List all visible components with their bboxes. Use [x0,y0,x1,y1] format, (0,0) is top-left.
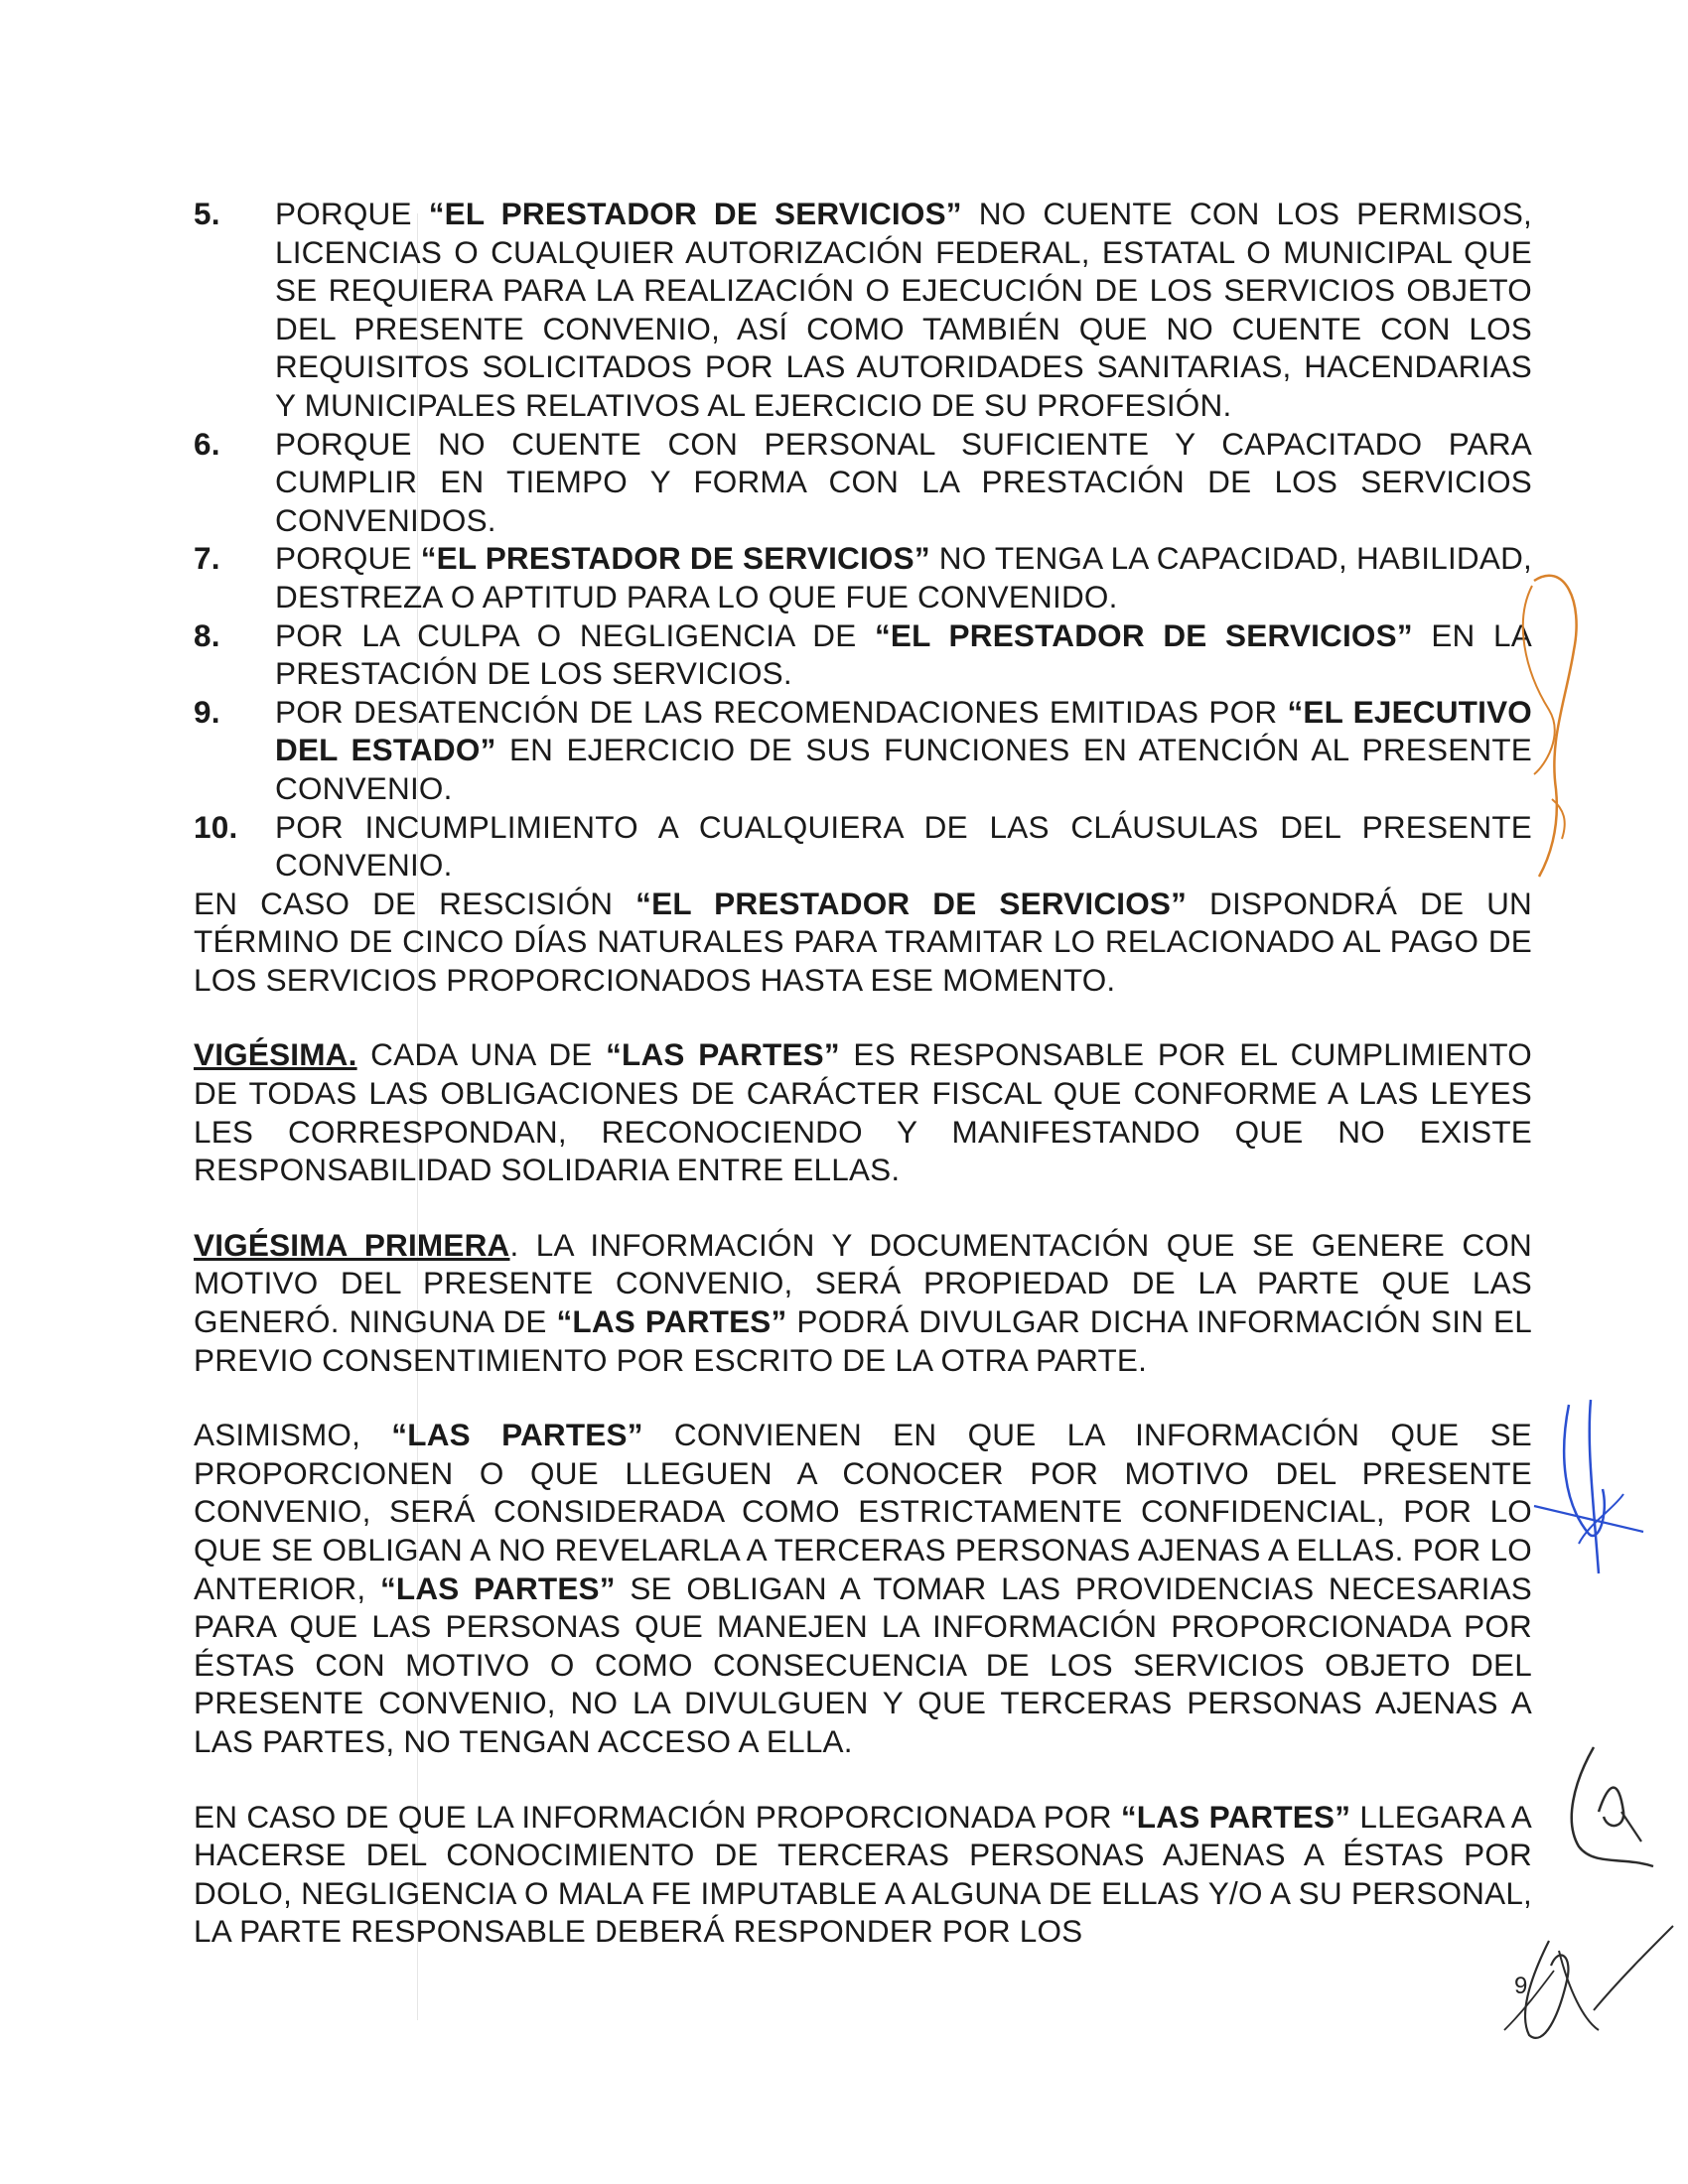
document-body [194,195,1532,1951]
text-run: ES RESPONSABLE POR EL CUMPLIMIENTO DE TODAS LAS OBLIGACIONES DE CARÁCTER FISCAL QUE CONFORME A LAS LEYES LES CORRESPONDAN, RECONOCIENDO Y MANIFESTANDO QUE NO EXISTE RESPONSABILIDAD SOLIDARIA ENTRE ELLAS. [194,1036,1532,1188]
text-run: EN CASO DE RESCISIÓN [194,885,636,921]
text-run: EN EJERCICIO DE SUS FUNCIONES EN ATENCIÓN AL PRESENTE CONVENIO. [275,732,1532,806]
text-run: PORQUE [275,196,429,231]
rescission-paragraph [194,885,1532,1000]
text-run: POR INCUMPLIMIENTO A CUALQUIERA DE LAS CLÁUSULAS DEL PRESENTE CONVENIO. [275,808,1532,884]
text-run: ASIMISMO, [194,1417,392,1453]
list-item-number: 10. [194,808,238,845]
bold-term: “LAS PARTES” [556,1303,787,1340]
text-run: SE OBLIGAN A TOMAR LAS PROVIDENCIAS NECESARIAS PARA QUE LAS PERSONAS QUE MANEJEN LA INFORMACIÓN PROPORCIONADA POR ÉSTAS CON MOTIVO O COMO CONSECUENCIA DE LOS SERVICIOS OBJETO DEL PRESENTE CONVENIO, NO LA DIVULGUEN Y QUE TERCERAS PERSONAS AJENAS A LAS PARTES, NO TENGAN ACCESO A ELLA. [194,1570,1532,1759]
bold-term: “LAS PARTES” [391,1417,643,1453]
liability-paragraph [194,1798,1532,1951]
list-item [194,616,1532,693]
bold-term: “LAS PARTES” [1120,1798,1351,1835]
list-item-number: 5. [194,196,220,231]
orange-initial-signature [1494,561,1594,888]
list-item-number: 8. [194,616,220,653]
list-item [194,539,1532,615]
list-item [194,693,1532,808]
list-item-number: 9. [194,693,220,730]
text-run: EN CASO DE QUE LA INFORMACIÓN PROPORCIONADA POR [194,1798,1121,1835]
text-run: CONVIENEN EN QUE LA INFORMACIÓN QUE SE PROPORCIONEN O QUE LLEGUEN A CONOCER POR MOTIVO DEL PRESENTE CONVENIO, SERÁ CONSIDERADA COMO ESTRICTAMENTE CONFIDENCIAL, POR LO QUE SE OBLIGAN A NO REVELARLA A TERCERAS PERSONAS AJENAS A ELLAS. POR LO ANTERIOR, [194,1417,1532,1606]
blue-signature [1529,1395,1648,1583]
rescission-causes-list [194,195,1532,885]
list-item [194,425,1532,540]
black-initial-signature [1564,1742,1663,1871]
list-item-text [275,195,1532,425]
text-run: PORQUE [275,540,421,577]
text-run: EN LA PRESTACIÓN DE LOS SERVICIOS. [275,616,1532,692]
text-run: DISPONDRÁ DE UN TÉRMINO DE CINCO DÍAS NATURALES PARA TRAMITAR LO RELACIONADO AL PAGO DE LOS SERVICIOS PROPORCIONADOS HASTA ESE MOMENTO. [194,885,1532,998]
text-run: PORQUE NO CUENTE CON PERSONAL SUFICIENTE Y CAPACITADO PARA CUMPLIR EN TIEMPO Y FORMA CON LA PRESTACIÓN DE LOS SERVICIOS CONVENIDOS. [275,425,1532,538]
list-item-text [275,616,1532,693]
clause-vigesima-primera [194,1226,1532,1379]
page-number: 9 [1514,1973,1528,1999]
bold-term: “EL PRESTADOR DE SERVICIOS” [420,540,930,577]
clause-heading: VIGÉSIMA PRIMERA [194,1226,510,1263]
bold-term: “EL PRESTADOR DE SERVICIOS” [874,616,1413,653]
list-item [194,808,1532,885]
clause-text [194,1036,1532,1187]
list-item-number: 7. [194,540,220,577]
list-item-number: 6. [194,425,220,462]
text-run: . LA INFORMACIÓN Y DOCUMENTACIÓN QUE SE GENERE CON MOTIVO DEL PRESENTE CONVENIO, SERÁ PROPIEDAD DE LA PARTE QUE LAS GENERÓ. NINGUNA DE [194,1226,1532,1340]
list-item-text [275,808,1532,885]
clause-vigesima [194,1035,1532,1188]
text-run: NO TENGA LA CAPACIDAD, HABILIDAD, DESTREZA O APTITUD PARA LO QUE FUE CONVENIDO. [275,540,1532,614]
text-run: LLEGARA A HACERSE DEL CONOCIMIENTO DE TERCERAS PERSONAS AJENAS A ÉSTAS POR DOLO, NEGLIGENCIA O MALA FE IMPUTABLE A ALGUNA DE ELLAS Y/O A SU PERSONAL, LA PARTE RESPONSABLE DEBERÁ RESPONDER POR LOS [194,1798,1533,1950]
text-run: POR LA CULPA O NEGLIGENCIA DE [275,616,875,653]
bold-term: “LAS PARTES” [379,1570,616,1606]
list-item [194,195,1532,425]
clause-heading: VIGÉSIMA. [194,1036,357,1073]
text-run: NO CUENTE CON LOS PERMISOS, LICENCIAS O CUALQUIER AUTORIZACIÓN FEDERAL, ESTATAL O MUNICIPAL QUE SE REQUIERA PARA LA REALIZACIÓN O EJECUCIÓN DE LOS SERVICIOS OBJETO DEL PRESENTE CONVENIO, ASÍ COMO TAMBIÉN QUE NO CUENTE CON LOS REQUISITOS SOLICITADOS POR LAS AUTORIDADES SANITARIAS, HACENDARIAS Y MUNICIPALES RELATIVOS AL EJERCICIO DE SU PROFESIÓN. [275,196,1532,423]
text-run: PODRÁ DIVULGAR DICHA INFORMACIÓN SIN EL PREVIO CONSENTIMIENTO POR ESCRITO DE LA OTRA PARTE. [194,1303,1532,1378]
list-item-text [275,539,1532,615]
bold-term: “EL PRESTADOR DE SERVICIOS” [428,196,962,231]
text-run: POR DESATENCIÓN DE LAS RECOMENDACIONES EMITIDAS POR [275,693,1288,730]
confidentiality-paragraph [194,1416,1532,1760]
bold-term: “LAS PARTES” [606,1036,840,1073]
text-run: CADA UNA DE [356,1036,607,1073]
bold-term: “EL PRESTADOR DE SERVICIOS” [635,885,1188,921]
list-item-text [275,425,1532,540]
list-item-text [275,693,1532,808]
bold-term: “EL EJECUTIVO DEL ESTADO” [275,693,1532,768]
